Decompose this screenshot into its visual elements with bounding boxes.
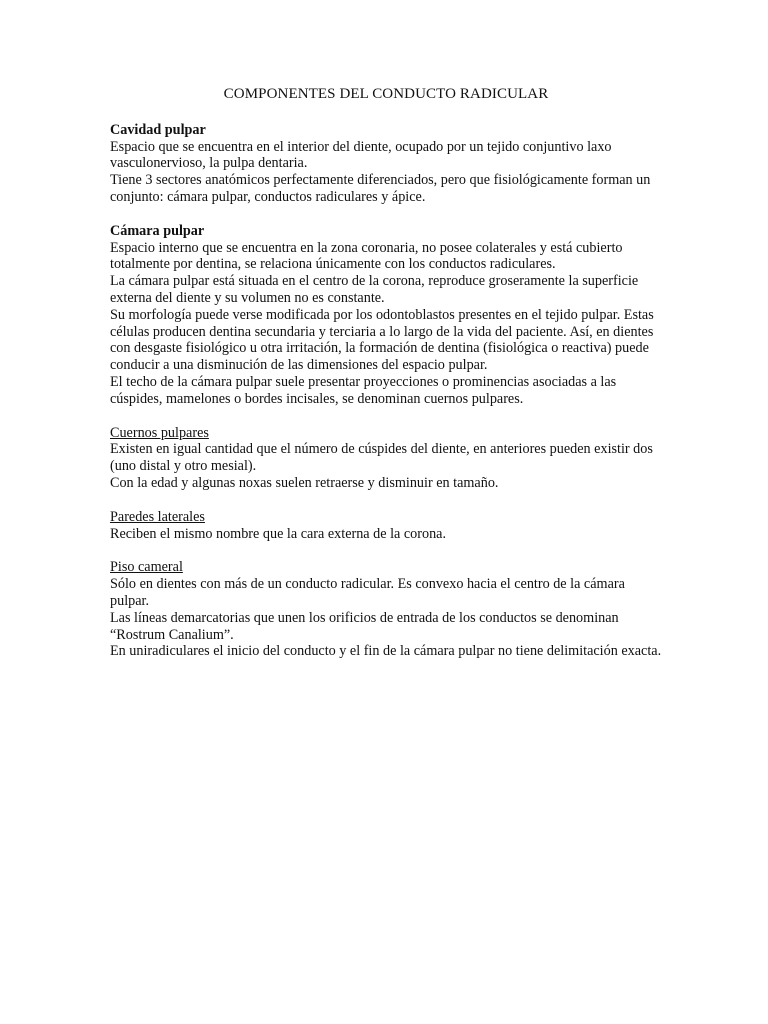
section-camara-pulpar — [110, 223, 662, 408]
document-page — [110, 86, 662, 677]
document-title: COMPONENTES DEL CONDUCTO RADICULAR — [223, 86, 549, 102]
paragraph: Reciben el mismo nombre que la cara externa de la corona. — [110, 525, 447, 542]
paragraph: Espacio que se encuentra en el interior del diente, ocupado por un tejido conjuntivo laxo vasculonervioso, la pulpa dentaria. — [110, 138, 612, 172]
section-heading: Paredes laterales — [110, 508, 205, 525]
paragraph: Espacio interno que se encuentra en la zona coronaria, no posee colaterales y está cubierto totalmente por dentina, se relaciona únicamente con los conductos radiculares. — [110, 239, 623, 273]
paragraph: La cámara pulpar está situada en el centro de la corona, reproduce groseramente la superficie externa del diente y su volumen no es constante. — [110, 273, 639, 306]
section-cavidad-pulpar — [110, 122, 662, 206]
section-heading: Cavidad pulpar — [110, 121, 206, 138]
paragraph: Con la edad y algunas noxas suelen retraerse y disminuir en tamaño. — [110, 474, 499, 491]
section-piso-cameral — [110, 559, 662, 660]
section-heading: Piso cameral — [110, 559, 183, 576]
paragraph: Tiene 3 sectores anatómicos perfectamente diferenciados, pero que fisiológicamente forman un conjunto: cámara pulpar, conductos radiculares y ápice. — [110, 172, 651, 205]
paragraph: Las líneas demarcatorias que unen los orificios de entrada de los conductos se denominan “Rostrum Canalium”. — [110, 609, 619, 643]
section-heading: Cámara pulpar — [110, 222, 205, 239]
paragraph: El techo de la cámara pulpar suele presentar proyecciones o prominencias asociadas a las cúspides, mamelones o bordes incisales, se denominan cuernos pulpares. — [110, 373, 617, 407]
paragraph: Existen en igual cantidad que el número de cúspides del diente, en anteriores pueden existir dos (uno distal y otro mesial). — [110, 441, 653, 475]
section-heading: Cuernos pulpares — [110, 424, 209, 441]
paragraph: Sólo en dientes con más de un conducto radicular. Es convexo hacia el centro de la cámara pulpar. — [110, 576, 625, 609]
section-cuernos-pulpares — [110, 425, 662, 492]
paragraph: Su morfología puede verse modificada por los odontoblastos presentes en el tejido pulpar. Estas células producen dentina secundaria y terciaria a lo largo de la vida del paciente. Así, en dientes con desgaste fisiológico u otra irritación, la formación de dentina (fisiológica o reactiva) puede conducir a una disminución de las dimensiones del espacio pulpar. — [110, 306, 654, 374]
paragraph: En uniradiculares el inicio del conducto y el fin de la cámara pulpar no tiene delimitación exacta. — [110, 643, 662, 660]
section-paredes-laterales — [110, 509, 662, 543]
